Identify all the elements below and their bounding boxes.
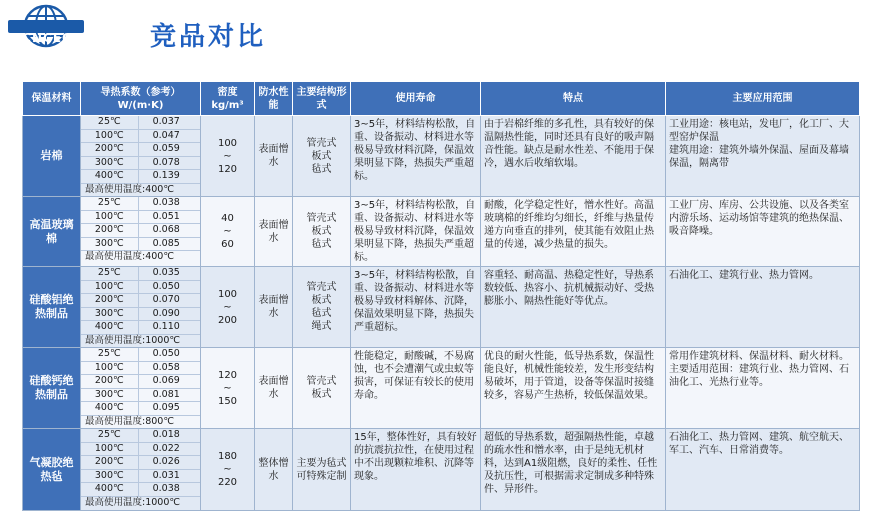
density-cell xyxy=(201,267,255,348)
conductivity-temp: 200℃ xyxy=(81,294,138,308)
density-high: 120 xyxy=(217,163,238,175)
waterproof-value: 表面憎水 xyxy=(258,219,289,244)
conductivity-value: 0.018 xyxy=(138,429,200,442)
conductivity-grid xyxy=(81,267,200,347)
features-cell xyxy=(481,267,666,348)
conductivity-value: 0.078 xyxy=(138,156,200,170)
life-cell xyxy=(351,348,481,429)
company-logo xyxy=(6,4,86,64)
features-value: 耐酸，化学稳定性好，憎水性好。高温玻璃棉的纤维均匀细长，纤维与热量传递方向垂直的排列，使其能有效阻止热量的传递，减少热量的损失。 xyxy=(484,200,654,250)
material-name-cell xyxy=(23,197,81,267)
structure-cell xyxy=(293,116,351,197)
structure-value: 管壳式 板式 毡式 xyxy=(306,213,337,250)
conductivity-row xyxy=(81,267,200,280)
conductivity-value: 0.110 xyxy=(138,321,200,335)
material-name: 高温玻璃棉 xyxy=(29,217,74,245)
header-structure: 主要结构形式 xyxy=(293,82,351,116)
material-name-cell xyxy=(23,348,81,429)
material-name: 岩棉 xyxy=(40,149,63,162)
conductivity-temp: 300℃ xyxy=(81,469,138,483)
life-value: 3~5年，材料结构松散，自重、设备振动、材料进水等极易导致材料沉降，保温效果明显下降，热损失严重超标。 xyxy=(354,119,476,182)
conductivity-row xyxy=(81,483,200,497)
density-cell xyxy=(201,116,255,197)
life-value: 性能稳定，耐酸碱，不易腐蚀，也不会遭潮气或虫蚁等损害，可保证有较长的使用寿命。 xyxy=(354,351,474,401)
conductivity-temp: 100℃ xyxy=(81,361,138,375)
table-row xyxy=(23,116,860,197)
waterproof-value: 表面憎水 xyxy=(258,376,289,400)
logo-text: CNCEC xyxy=(22,31,72,45)
conductivity-row xyxy=(81,456,200,470)
header-material: 保温材料 xyxy=(23,82,81,116)
max-temp: 最高使用温度:400℃ xyxy=(85,251,175,262)
conductivity-value: 0.050 xyxy=(138,348,200,361)
conductivity-value: 0.031 xyxy=(138,469,200,483)
applications-cell xyxy=(666,429,860,511)
density-cell xyxy=(201,348,255,429)
waterproof-value: 整体憎水 xyxy=(258,457,289,482)
structure-value: 管壳式 板式 xyxy=(306,376,337,400)
conductivity-grid xyxy=(81,116,200,196)
header-applications: 主要应用范围 xyxy=(666,82,860,116)
conductivity-cell xyxy=(81,348,201,429)
conductivity-temp: 300℃ xyxy=(81,388,138,402)
material-name-cell xyxy=(23,429,81,511)
features-cell xyxy=(481,348,666,429)
applications-value: 工业用途：核电站，发电厂，化工厂、大型窑炉保温 建筑用途：建筑外墙外保温、屋面及幕墙保温，隔离带 xyxy=(669,119,849,169)
conductivity-temp: 300℃ xyxy=(81,156,138,170)
conductivity-row xyxy=(81,429,200,442)
conductivity-value: 0.050 xyxy=(138,280,200,294)
max-temp: 最高使用温度:1000℃ xyxy=(85,334,181,346)
structure-value: 主要为毡式 可特殊定制 xyxy=(296,457,347,482)
conductivity-cell xyxy=(81,267,201,348)
density-low: 40 xyxy=(221,213,234,224)
header-density xyxy=(201,82,255,116)
conductivity-row xyxy=(81,294,200,308)
density-sep: ~ xyxy=(223,150,232,162)
conductivity-row xyxy=(81,280,200,294)
applications-value: 石油化工、建筑行业、热力管网。 xyxy=(669,270,819,281)
conductivity-cell xyxy=(81,116,201,197)
density-sep: ~ xyxy=(223,226,232,237)
conductivity-row xyxy=(81,170,200,184)
conductivity-value: 0.070 xyxy=(138,294,200,308)
features-cell xyxy=(481,197,666,267)
conductivity-value: 0.081 xyxy=(138,388,200,402)
conductivity-row xyxy=(81,237,200,251)
density-sep: ~ xyxy=(223,301,232,313)
conductivity-value: 0.058 xyxy=(138,361,200,375)
conductivity-temp: 300℃ xyxy=(81,307,138,321)
conductivity-value: 0.026 xyxy=(138,456,200,470)
applications-value: 石油化工、热力管网、建筑、航空航天、军工、汽车、日常消费等。 xyxy=(669,432,849,456)
max-temp-row xyxy=(81,183,200,196)
material-name-cell xyxy=(23,267,81,348)
density-high: 200 xyxy=(217,314,238,326)
conductivity-row xyxy=(81,129,200,143)
conductivity-cell xyxy=(81,429,201,511)
structure-value: 管壳式 板式 毡式 xyxy=(306,137,337,175)
conductivity-grid xyxy=(81,348,200,428)
conductivity-row xyxy=(81,469,200,483)
applications-value: 常用作建筑材料、保温材料、耐火材料。主要适用范围：建筑行业、热力管网、石油化工、光热行业等。 xyxy=(669,351,849,388)
max-temp-row xyxy=(81,415,200,428)
header-conductivity-unit: W/(m·K) xyxy=(117,99,164,111)
max-temp-row xyxy=(81,496,200,509)
conductivity-value: 0.059 xyxy=(138,143,200,157)
header-features: 特点 xyxy=(481,82,666,116)
material-name: 气凝胶绝热毡 xyxy=(29,455,74,483)
conductivity-value: 0.139 xyxy=(138,170,200,184)
conductivity-temp: 25℃ xyxy=(81,116,138,129)
conductivity-value: 0.047 xyxy=(138,129,200,143)
header-density-label: 密度 xyxy=(217,86,238,98)
features-value: 容重轻、耐高温、热稳定性好，导热系数较低、热容小、抗机械振动好、受热膨胀小、隔热性能好等优点。 xyxy=(484,270,654,307)
conductivity-value: 0.095 xyxy=(138,402,200,416)
conductivity-value: 0.068 xyxy=(138,224,200,238)
conductivity-temp: 400℃ xyxy=(81,483,138,497)
waterproof-cell xyxy=(255,116,293,197)
header-density-unit: kg/m³ xyxy=(211,99,244,111)
conductivity-temp: 200℃ xyxy=(81,375,138,389)
conductivity-temp: 100℃ xyxy=(81,129,138,143)
life-value: 3~5年，材料结构松散，自重、设备振动、材料进水等极易导致材料沉降，保温效果明显下降，热损失严重超标。 xyxy=(354,200,476,263)
life-cell xyxy=(351,429,481,511)
conductivity-cell xyxy=(81,197,201,267)
life-cell xyxy=(351,197,481,267)
table-header-row xyxy=(23,82,860,116)
conductivity-row xyxy=(81,224,200,238)
page-title: 竞品对比 xyxy=(150,22,267,52)
header-life: 使用寿命 xyxy=(351,82,481,116)
conductivity-row xyxy=(81,143,200,157)
table-row xyxy=(23,267,860,348)
density-sep: ~ xyxy=(223,464,232,475)
conductivity-value: 0.069 xyxy=(138,375,200,389)
conductivity-temp: 100℃ xyxy=(81,210,138,224)
conductivity-grid xyxy=(81,429,200,509)
conductivity-temp: 200℃ xyxy=(81,456,138,470)
table-row xyxy=(23,348,860,429)
comparison-table xyxy=(22,81,860,511)
applications-cell xyxy=(666,197,860,267)
conductivity-row xyxy=(81,321,200,335)
density-low: 100 xyxy=(217,137,238,149)
header-conductivity xyxy=(81,82,201,116)
conductivity-value: 0.038 xyxy=(138,197,200,210)
density-high: 60 xyxy=(221,239,234,250)
waterproof-cell xyxy=(255,197,293,267)
table-row xyxy=(23,197,860,267)
conductivity-grid xyxy=(81,197,200,264)
waterproof-cell xyxy=(255,429,293,511)
applications-value: 工业厂房、库房、公共设施、以及各类室内游乐场、运动场馆等建筑的绝热保温、吸音降噪。 xyxy=(669,200,849,237)
density-high: 150 xyxy=(217,395,238,407)
conductivity-temp: 25℃ xyxy=(81,429,138,442)
conductivity-row xyxy=(81,307,200,321)
conductivity-temp: 25℃ xyxy=(81,348,138,361)
conductivity-row xyxy=(81,442,200,456)
waterproof-value: 表面憎水 xyxy=(258,144,289,168)
features-value: 由于岩棉纤维的多孔性，具有较好的保温隔热性能，同时还具有良好的吸声隔音性能。缺点是耐水性差、不能用于保冷，遇水后收缩软塌。 xyxy=(484,119,654,169)
waterproof-cell xyxy=(255,348,293,429)
applications-cell xyxy=(666,116,860,197)
density-high: 220 xyxy=(217,477,238,488)
conductivity-value: 0.085 xyxy=(138,237,200,251)
conductivity-temp: 200℃ xyxy=(81,143,138,157)
header-waterproof: 防水性能 xyxy=(255,82,293,116)
structure-cell xyxy=(293,429,351,511)
conductivity-value: 0.051 xyxy=(138,210,200,224)
life-value: 15年，整体性好，具有较好的抗震抗拉性，在使用过程中不出现颗粒堆积、沉降等现象。 xyxy=(354,432,477,482)
conductivity-temp: 400℃ xyxy=(81,170,138,184)
density-sep: ~ xyxy=(223,382,232,394)
life-cell xyxy=(351,116,481,197)
conductivity-temp: 200℃ xyxy=(81,224,138,238)
conductivity-row xyxy=(81,361,200,375)
conductivity-temp: 300℃ xyxy=(81,237,138,251)
conductivity-temp: 100℃ xyxy=(81,442,138,456)
max-temp-row xyxy=(81,251,200,264)
conductivity-row xyxy=(81,210,200,224)
conductivity-row xyxy=(81,348,200,361)
conductivity-row xyxy=(81,116,200,129)
conductivity-row xyxy=(81,375,200,389)
structure-cell xyxy=(293,267,351,348)
conductivity-row xyxy=(81,402,200,416)
conductivity-value: 0.035 xyxy=(138,267,200,280)
material-name-cell xyxy=(23,116,81,197)
structure-value: 管壳式 板式 毡式 绳式 xyxy=(306,282,337,332)
max-temp: 最高使用温度:400℃ xyxy=(85,183,175,195)
material-name: 硅酸铝绝热制品 xyxy=(29,293,74,320)
structure-cell xyxy=(293,348,351,429)
conductivity-row xyxy=(81,156,200,170)
features-cell xyxy=(481,429,666,511)
conductivity-value: 0.090 xyxy=(138,307,200,321)
conductivity-row xyxy=(81,197,200,210)
conductivity-temp: 25℃ xyxy=(81,197,138,210)
material-name: 硅酸钙绝热制品 xyxy=(29,374,74,401)
conductivity-temp: 100℃ xyxy=(81,280,138,294)
density-cell xyxy=(201,429,255,511)
life-cell xyxy=(351,267,481,348)
conductivity-temp: 25℃ xyxy=(81,267,138,280)
density-low: 100 xyxy=(217,288,238,300)
conductivity-value: 0.022 xyxy=(138,442,200,456)
applications-cell xyxy=(666,348,860,429)
waterproof-value: 表面憎水 xyxy=(258,295,289,319)
conductivity-value: 0.038 xyxy=(138,483,200,497)
applications-cell xyxy=(666,267,860,348)
conductivity-temp: 400℃ xyxy=(81,402,138,416)
max-temp-row xyxy=(81,334,200,347)
conductivity-temp: 400℃ xyxy=(81,321,138,335)
density-cell xyxy=(201,197,255,267)
table-row xyxy=(23,429,860,511)
max-temp: 最高使用温度:1000℃ xyxy=(85,496,181,508)
max-temp: 最高使用温度:800℃ xyxy=(85,415,175,427)
waterproof-cell xyxy=(255,267,293,348)
features-value: 超低的导热系数，超强隔热性能，卓越的疏水性和憎水率，由于是纯无机材料，达到A1级阻燃，良好的柔性、任性及抗压性，可根据需求定制成多种特殊件、异形件。 xyxy=(484,432,658,495)
features-cell xyxy=(481,116,666,197)
conductivity-row xyxy=(81,388,200,402)
features-value: 优良的耐火性能，低导热系数，保温性能良好，机械性能较差，发生形变结构易破坏，用于管道，设备等保温时接缝较多，容易产生热桥，较低保温效果。 xyxy=(484,351,654,401)
structure-cell xyxy=(293,197,351,267)
life-value: 3~5年，材料结构松散，自重、设备振动、材料进水等极易导致材料解体、沉降，保温效果明显下降，热损失严重超标。 xyxy=(354,270,476,333)
table-body xyxy=(23,116,860,511)
conductivity-value: 0.037 xyxy=(138,116,200,129)
density-low: 180 xyxy=(217,451,238,462)
density-low: 120 xyxy=(217,369,238,381)
header-conductivity-label: 导热系数（参考） xyxy=(100,86,181,98)
